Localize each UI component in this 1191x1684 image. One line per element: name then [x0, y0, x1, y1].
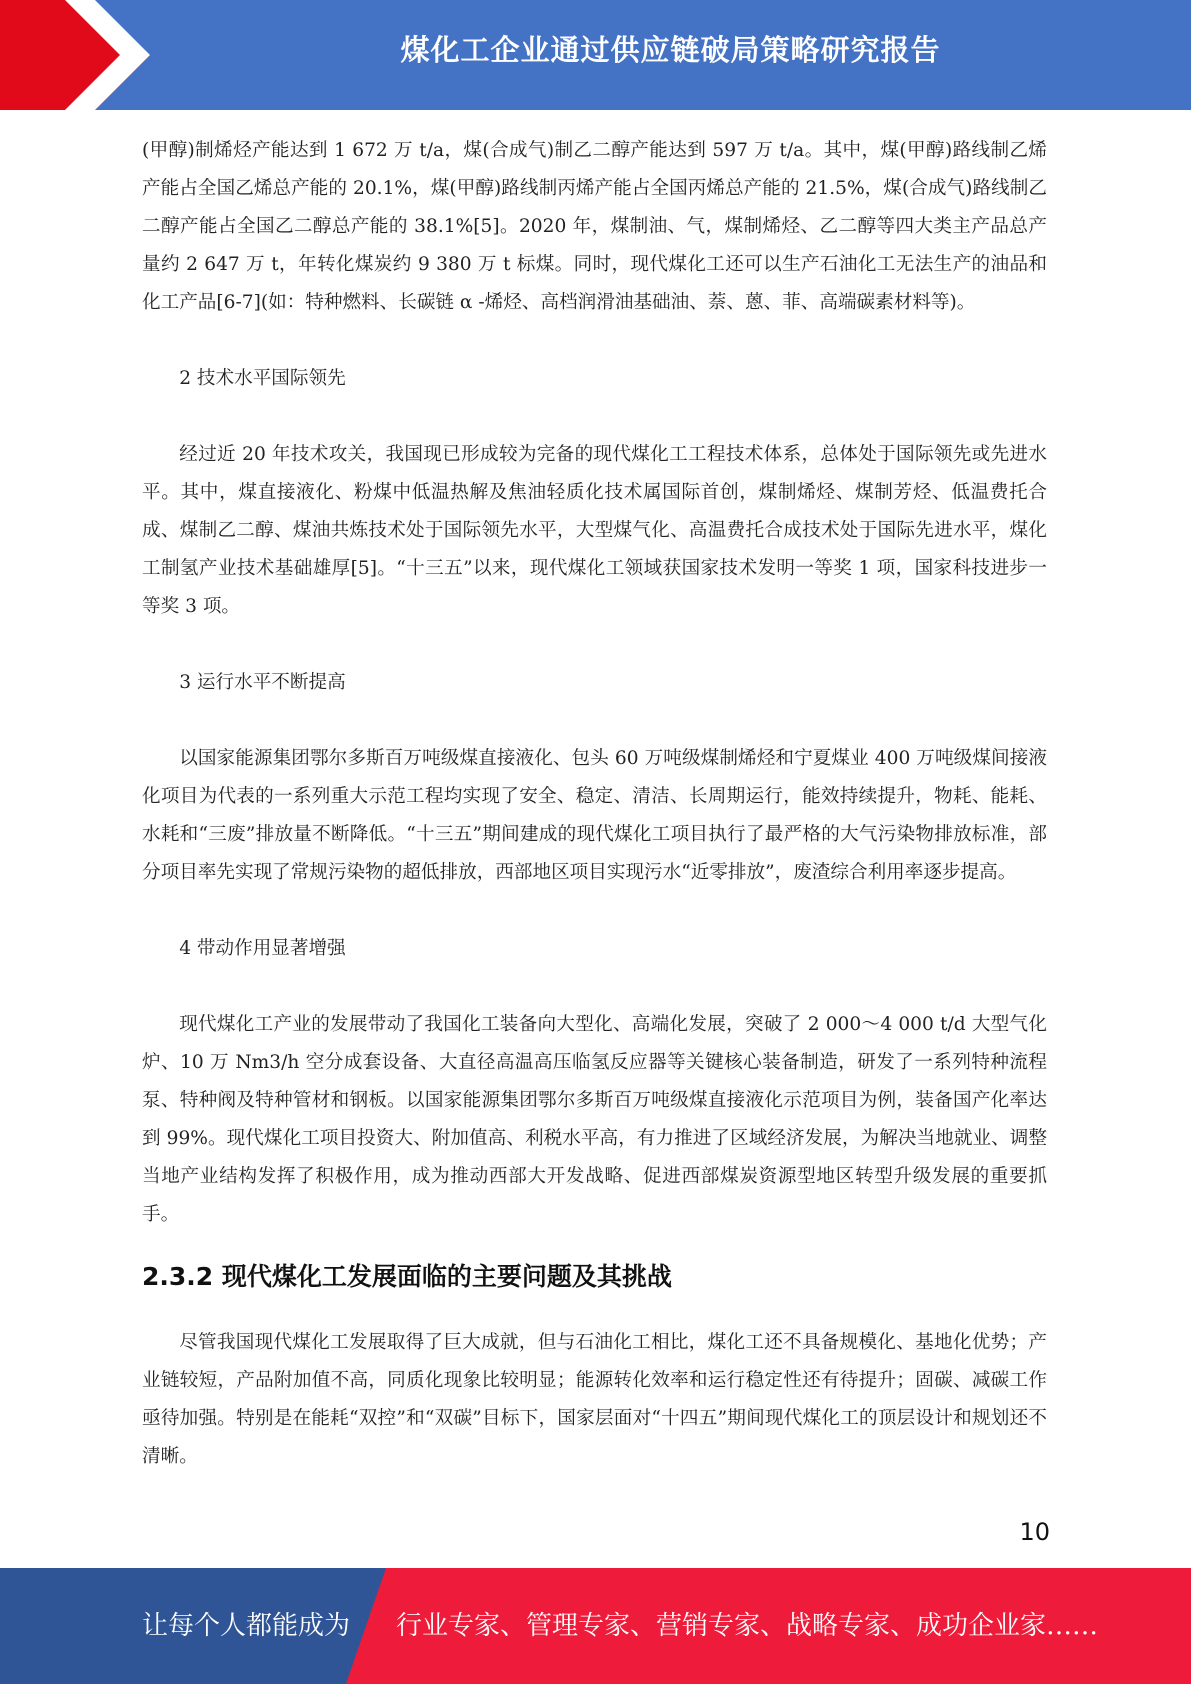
- page-footer: [0, 1568, 1191, 1684]
- paragraph-capacity: (甲醇)制烯烃产能达到 1 672 万 t/a，煤(合成气)制乙二醇产能达到 597 万 t/a。其中，煤(甲醇)路线制乙烯产能占全国乙烯总产能的 20.1%，煤(甲醇)路线制丙烯产能占全国丙烯总产能的 21.5%，煤(合成气)路线制乙二醇产能占全国乙二醇总产能的 38.1%[5]。2020 年，煤制油、气，煤制烯烃、乙二醇等四大类主产品总产量约 2 647 万 t，年转化煤炭约 9 380 万 t 标煤。同时，现代煤化工还可以生产石油化工无法生产的油品和化工产品[6-7](如：特种燃料、长碳链 α -烯烃、高档润滑油基础油、萘、蒽、菲、高端碳素材料等)。: [142, 140, 1047, 313]
- subheading-driving-effect: 4 带动作用显著增强: [179, 938, 346, 959]
- document-body: [142, 132, 1047, 1476]
- spacer: [142, 968, 1047, 1006]
- spacer: [142, 626, 1047, 664]
- footer-slogan-left: 让每个人都能成为: [142, 1611, 351, 1641]
- page-number: 10: [1019, 1518, 1050, 1546]
- spacer: [142, 892, 1047, 930]
- page-header: [0, 0, 1191, 110]
- paragraph-operation: 以国家能源集团鄂尔多斯百万吨级煤直接液化、包头 60 万吨级煤制烯烃和宁夏煤业 400 万吨级煤间接液化项目为代表的一系列重大示范工程均实现了安全、稳定、清洁、长周期运行，能效持续提升，物耗、能耗、水耗和“三废”排放量不断降低。“十三五”期间建成的现代煤化工项目执行了最严格的大气污染物排放标准，部分项目率先实现了常规污染物的超低排放，西部地区项目实现污水“近零排放”，废渣综合利用率逐步提高。: [142, 748, 1047, 883]
- spacer: [142, 398, 1047, 436]
- paragraph-driving-effect: 现代煤化工产业的发展带动了我国化工装备向大型化、高端化发展，突破了 2 000～4 000 t/d 大型气化炉、10 万 Nm3/h 空分成套设备、大直径高温高压临氢反应器等关键核心装备制造，研发了一系列特种流程泵、特种阀及特种管材和钢板。以国家能源集团鄂尔多斯百万吨级煤直接液化示范项目为例，装备国产化率达到 99%。现代煤化工项目投资大、附加值高、利税水平高，有力推进了区域经济发展，为解决当地就业、调整当地产业结构发挥了积极作用，成为推动西部大开发战略、促进西部煤炭资源型地区转型升级发展的重要抓手。: [142, 1014, 1047, 1225]
- footer-slogan-right: 行业专家、管理专家、营销专家、战略专家、成功企业家……: [396, 1611, 1099, 1641]
- paragraph-challenges: 尽管我国现代煤化工发展取得了巨大成就，但与石油化工相比，煤化工还不具备规模化、基地化优势；产业链较短，产品附加值不高，同质化现象比较明显；能源转化效率和运行稳定性还有待提升；固碳、减碳工作亟待加强。特别是在能耗“双控”和“双碳”目标下，国家层面对“十四五”期间现代煤化工的顶层设计和规划还不清晰。: [142, 1332, 1047, 1467]
- subheading-technology: 2 技术水平国际领先: [179, 368, 346, 389]
- section-heading: 2.3.2 现代煤化工发展面临的主要问题及其挑战: [142, 1262, 672, 1291]
- report-title: 煤化工企业通过供应链破局策略研究报告: [400, 33, 941, 67]
- paragraph-technology: 经过近 20 年技术攻关，我国现已形成较为完备的现代煤化工工程技术体系，总体处于国际领先或先进水平。其中，煤直接液化、粉煤中低温热解及焦油轻质化技术属国际首创，煤制烯烃、煤制芳烃、低温费托合成、煤制乙二醇、煤油共炼技术处于国际领先水平，大型煤气化、高温费托合成技术处于国际先进水平，煤化工制氢产业技术基础雄厚[5]。“十三五”以来，现代煤化工领域获国家技术发明一等奖 1 项，国家科技进步一等奖 3 项。: [142, 444, 1047, 617]
- subheading-operation: 3 运行水平不断提高: [179, 672, 346, 693]
- spacer: [142, 1296, 1047, 1324]
- spacer: [142, 702, 1047, 740]
- spacer: [142, 1234, 1047, 1258]
- spacer: [142, 322, 1047, 360]
